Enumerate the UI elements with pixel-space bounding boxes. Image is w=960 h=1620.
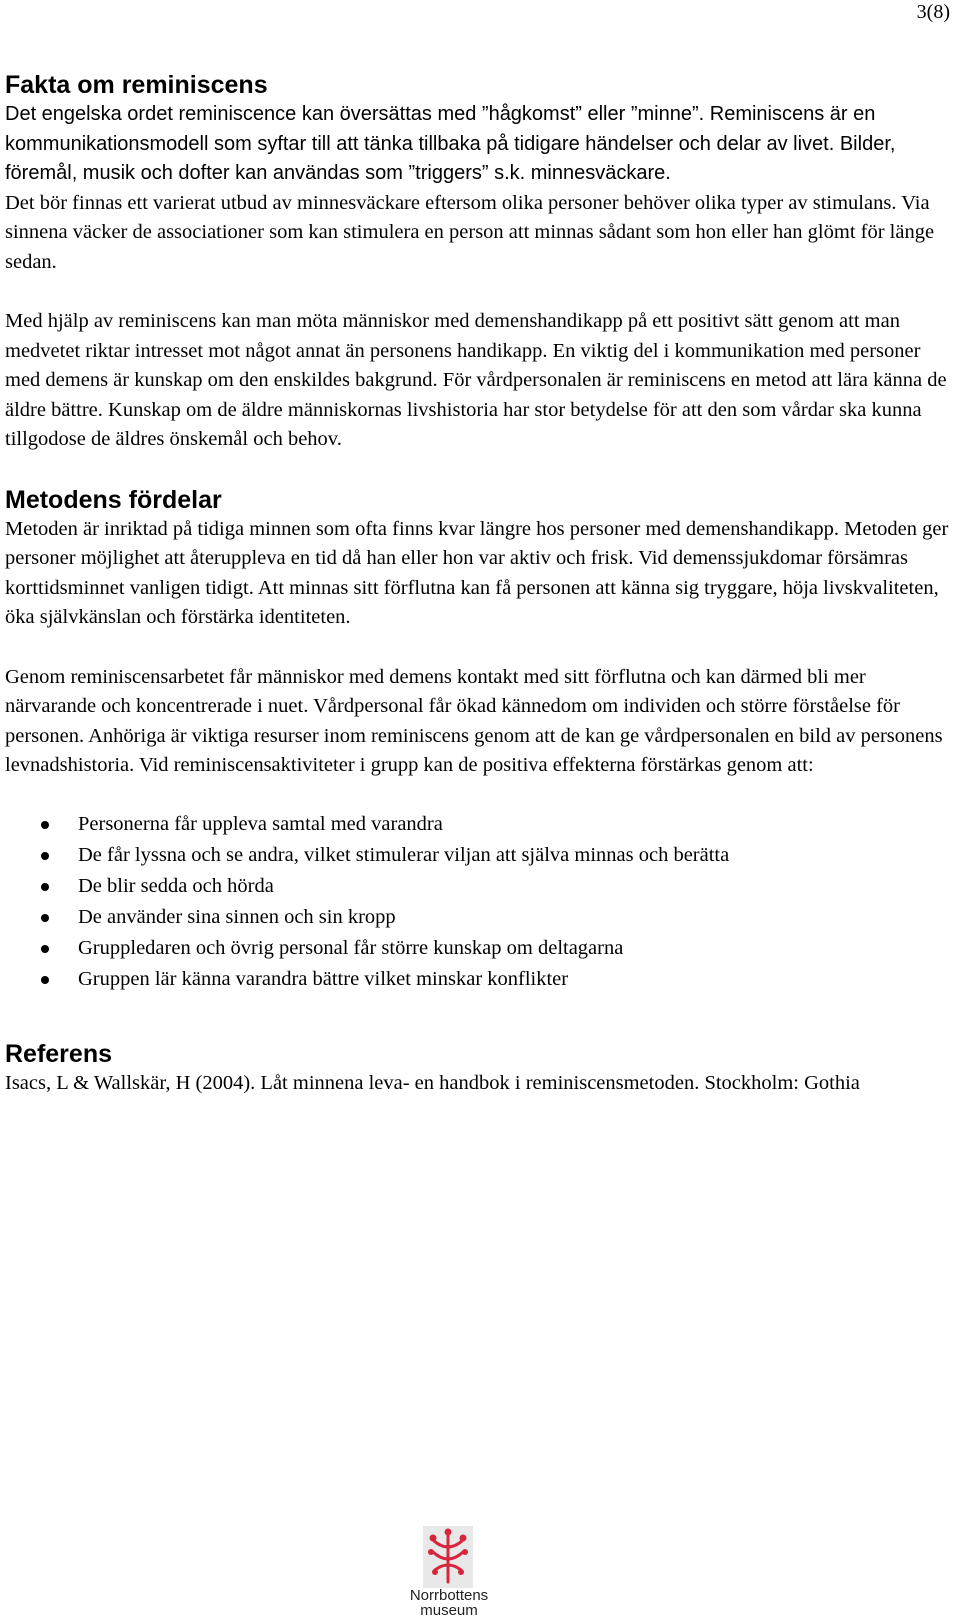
paragraph-fordelar-2: Genom reminiscensarbetet får människor med demens kontakt med sitt förflutna och kan därmed bli mer närvarande och koncentrerade i nuet. Vårdpersonal får ökad kännedom om individen och större förståelse för personen. Anhöriga är viktiga resurser inom reminiscens genom att de kan ge vårdpersonalen en bild av personens levnadshistoria. Vid reminiscensaktiviteter i grupp kan de positiva effekterna förstärkas genom att: xyxy=(5,665,943,776)
document-body xyxy=(5,70,950,1098)
bullet-icon xyxy=(41,945,49,953)
effects-list xyxy=(5,809,950,995)
bullet-icon xyxy=(41,914,49,922)
heading-fakta: Fakta om reminiscens xyxy=(5,71,268,99)
list-item: De får lyssna och se andra, vilket stimulerar viljan att själva minnas och berätta xyxy=(5,840,950,871)
logo-text-line-1: Norrbottens xyxy=(409,1587,489,1604)
logo-text xyxy=(401,1588,497,1618)
list-item: Personerna får uppleva samtal med varandra xyxy=(5,809,950,840)
heading-fordelar: Metodens fördelar xyxy=(5,485,222,514)
reference-text: Isacs, L & Wallskär, H (2004). Låt minnena leva- en handbok i reminiscensmetoden. Stockholm: Gothia xyxy=(5,1071,860,1094)
bullet-icon xyxy=(41,821,49,829)
page-number: 3(8) xyxy=(916,1,950,23)
bullet-icon xyxy=(41,976,49,984)
paragraph-fakta-intro: Det engelska ordet reminiscence kan översättas med ”hågkomst” eller ”minne”. Reminiscens är en kommunikationsmodell som syftar till att tänka tillbaka på tidigare händelser och delar av livet. Bilder, föremål, musik och dofter kan användas som ”triggers” s.k. minnesväckare. xyxy=(5,103,896,184)
bullet-icon xyxy=(41,883,49,891)
bullet-icon xyxy=(41,852,49,860)
paragraph-fakta-2: Med hjälp av reminiscens kan man möta människor med demenshandikapp på ett positivt sätt genom att man medvetet riktar intresset mot något annat än personens handikapp. En viktig del i kommunikation med personer med demens är kunskap om den enskildes bakgrund. För vårdpersonalen är reminiscens en metod att lära känna de äldre bättre. Kunskap om de äldre människornas livshistoria har stor betydelse för att den som vårdar ska kunna tillgodose de äldres önskemål och behov. xyxy=(5,310,947,450)
logo-text-line-2: museum xyxy=(420,1602,478,1619)
list-item: De använder sina sinnen och sin kropp xyxy=(5,902,950,933)
museum-logo xyxy=(401,1526,501,1620)
list-item: De blir sedda och hörda xyxy=(5,871,950,902)
heading-referens: Referens xyxy=(5,1039,112,1068)
paragraph-fordelar-1: Metoden är inriktad på tidiga minnen som ofta finns kvar längre hos personer med demenshandikapp. Metoden ger personer möjlighet att återuppleva en tid då han eller hon var aktiv och frisk. Vid demenssjukdomar försämras korttidsminnet vanligen tidigt. Att minnas sitt förflutna kan få personen att känna sig tryggare, höja livskvaliteten, öka självkänslan och förstärka identiteten. xyxy=(5,517,949,628)
paragraph-fakta-intro-continued: Det bör finnas ett varierat utbud av minnesväckare eftersom olika personer behöver olika typer av stimulans. Via sinnena väcker de associationer som kan stimulera en person att minnas sådant som hon eller han glömt för länge sedan. xyxy=(5,191,935,273)
norrbottens-museum-logo-icon xyxy=(423,1526,473,1588)
list-item: Gruppen lär känna varandra bättre vilket minskar konflikter xyxy=(5,964,950,995)
list-item: Gruppledaren och övrig personal får större kunskap om deltagarna xyxy=(5,933,950,964)
